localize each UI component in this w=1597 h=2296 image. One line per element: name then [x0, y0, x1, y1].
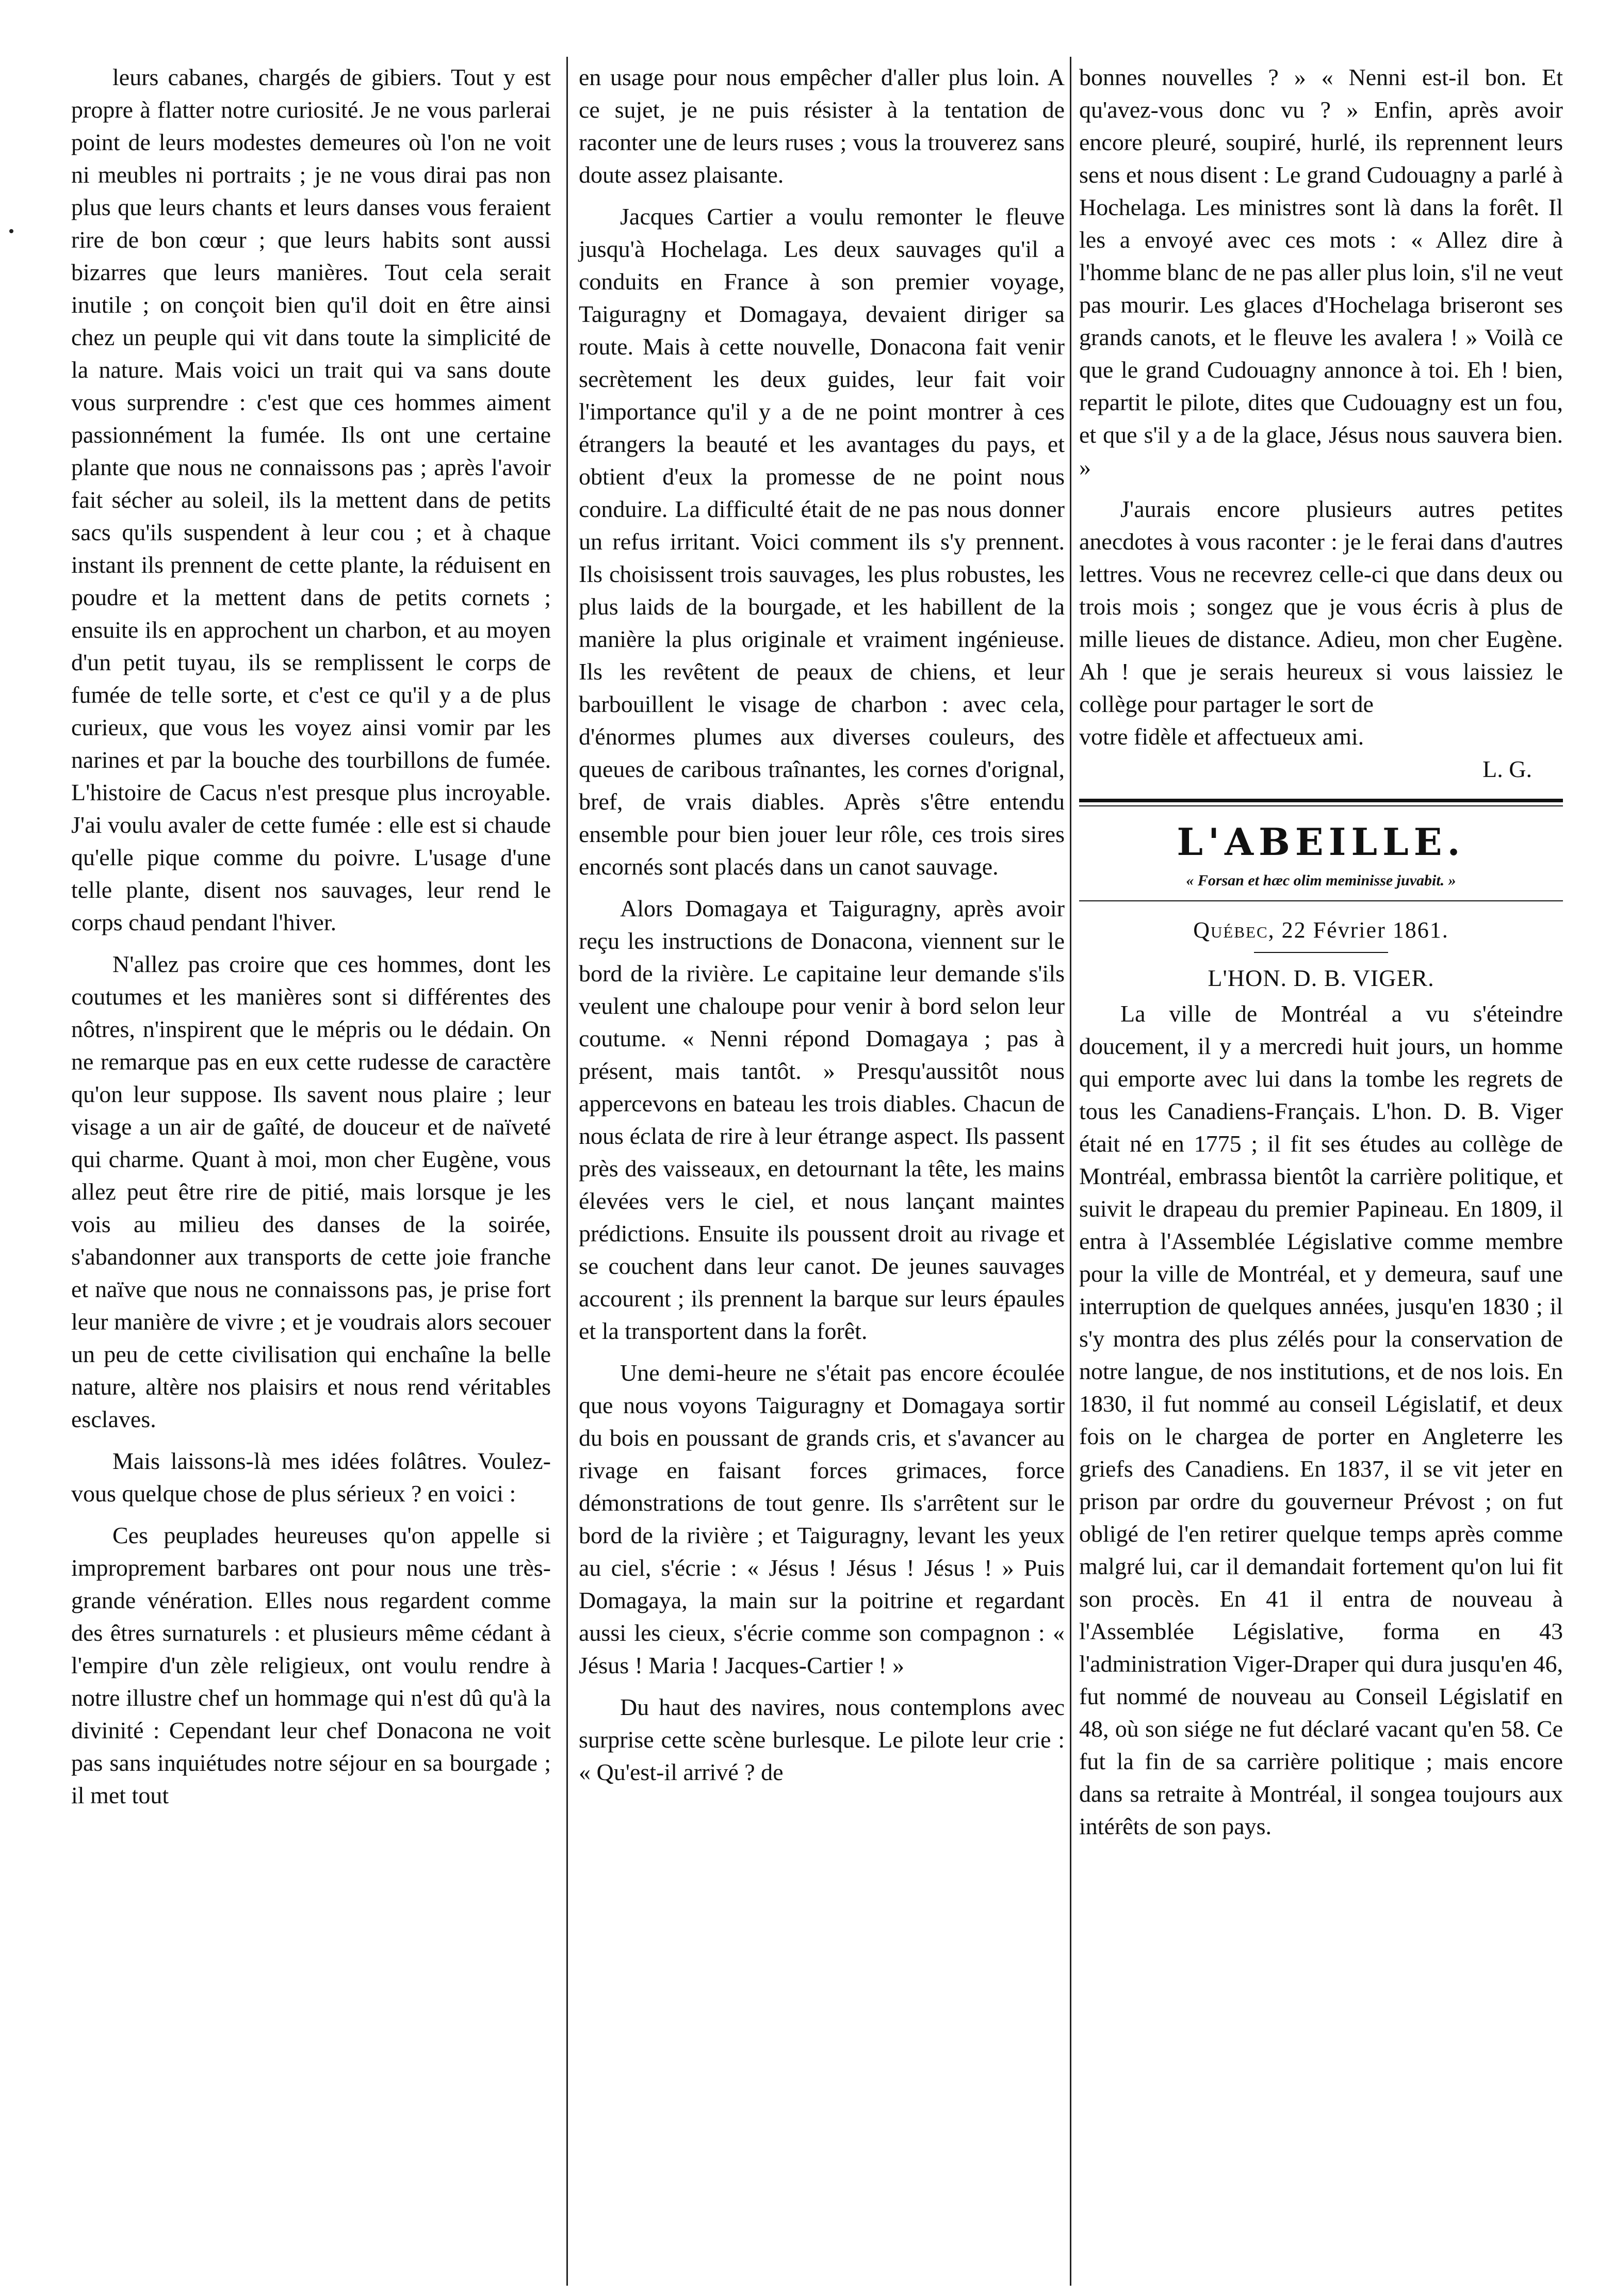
column-1: [71, 61, 551, 1812]
dateline-place: Québec,: [1193, 917, 1275, 943]
dateline: [1079, 915, 1563, 946]
column-2: [579, 61, 1065, 1788]
dateline-rule: [1254, 952, 1388, 953]
dateline-date: 22 Février 1861.: [1281, 917, 1449, 943]
col1-paragraph-4: Ces peuplades heureuses qu'on appelle si improprement barbares ont pour nous une très-grande vénération. Elles nous regardent comme des êtres surnaturels : et plusieurs même cédant à l'empire d'un zèle religieux, ont voulu rendre à notre illustre chef un hommage qui n'est dû qu'à la divinité : Cependant leur chef Donacona ne voit pas sans inquiétudes notre séjour en sa bourgade ; il met tout: [71, 1522, 551, 1808]
masthead-rule-thin: [1079, 805, 1563, 806]
column-3: [1079, 61, 1563, 1842]
article-title: L'HON. D. B. VIGER.: [1208, 965, 1435, 991]
letter-closing: votre fidèle et affectueux ami.: [1079, 723, 1364, 750]
col3-paragraph-2: J'aurais encore plusieurs autres petites anecdotes à vous raconter : je le ferai dans d'autres lettres. Vous ne recevrez celle-ci que dans deux ou trois mois ; songez que je vous écris à plus de mille lieues de distance. Adieu, mon cher Eugène. Ah ! que je serais heureux si vous laissiez le collège pour partager le sort de: [1079, 496, 1563, 717]
column-rule-left: [566, 57, 568, 2286]
col3-paragraph-1: bonnes nouvelles ? » « Nenni est-il bon. Et qu'avez-vous donc vu ? » Enfin, après avoir encore pleuré, soupiré, hurlé, ils reprennent leurs sens et nous disent : Le grand Cudouagny a parlé à Hochelaga. Les ministres sont là dans la forêt. Il les a envoyé avec ces mots : « Allez dire à l'homme blanc de ne pas aller plus loin, s'il ne veut pas mourir. Les glaces d'Hochelaga briseront ses grands canots, et le fleuve les avalera ! » Voilà ce que le grand Cudouagny annonce à toi. Eh ! bien, repartit le pilote, dites que Cudouagny est un fou, et que s'il y a de la glace, Jésus nous sauvera bien. »: [1079, 64, 1563, 480]
col1-paragraph-2: N'allez pas croire que ces hommes, dont les coutumes et les manières sont si différentes des nôtres, n'inspirent que le mépris ou le dédain. On ne remarque pas en eux cette rudesse de caractère qu'on leur suppose. Ils savent nous plaire ; leur visage a un air de gaîté, de douceur et de naïveté qui charme. Quant à moi, mon cher Eugène, vous allez peut être rire de pitié, mais lorsque je les vois au milieu des danses de la soirée, s'abandonner aux transports de cette joie franche et naïve que nous ne connaissons pas, je prise fort leur manière de vivre ; et je voudrais alors secouer un peu de cette civilisation qui enchaîne la belle nature, altère nos plaisirs et nous rend véritables esclaves.: [71, 951, 551, 1432]
article-body: La ville de Montréal a vu s'éteindre doucement, il y a mercredi huit jours, un homme qui emporte avec lui dans la tombe les regrets de tous les Canadiens-Français. L'hon. D. B. Viger était né en 1775 ; il fit ses études au collège de Montréal, embrassa bientôt la carrière politique, et suivit le drapeau du premier Papineau. En 1809, il entra à l'Assemblée Législative comme membre pour la ville de Montréal, et y demeura, sauf une interruption de quelques années, jusqu'en 1830 ; il s'y montra des plus zélés pour la conservation de notre langue, de nos institutions, et de nos lois. En 1830, il fut nommé au conseil Législatif, et deux fois on le chargea de porter en Angleterre les griefs des Canadiens. En 1837, il se vit jeter en prison par ordre du gouverneur Prévost ; on fut obligé de l'en retirer quelque temps après comme malgré lui, car il demandait fortement qu'on lui fit son procès. En 41 il entra de nouveau à l'Assemblée Législative, forma en 43 l'administration Viger-Draper qui dura jusqu'en 46, fut nommé de nouveau au Conseil Législatif en 48, où son siége ne fut déclaré vacant qu'en 58. Ce fut la fin de sa carrière politique ; mais encore dans sa retraite à Montréal, il songea toujours aux intérêts de son pays.: [1079, 1000, 1563, 1839]
col2-paragraph-1: en usage pour nous empêcher d'aller plus loin. A ce sujet, je ne puis résister à la tentation de raconter une de leurs ruses ; vous la trouverez sans doute assez plaisante.: [579, 64, 1065, 188]
col1-paragraph-1: leurs cabanes, chargés de gibiers. Tout y est propre à flatter notre curiosité. Je ne vous parlerai point de leurs modestes demeures où l'on ne voit ni meubles ni portraits ; je ne vous dirai pas non plus que leurs chants et leurs danses vous feraient rire de bon cœur ; que leurs habits sont aussi bizarres que leurs manières. Tout cela serait inutile ; on conçoit bien qu'il doit en être ainsi chez un peuple qui vit dans toute la simplicité de la nature. Mais voici un trait qui va sans doute vous surprendre : c'est que ces hommes aiment passionnément la fumée. Ils ont une certaine plante que nous ne connaissons pas ; après l'avoir fait sécher au soleil, ils la mettent dans de petits sacs qu'ils suspendent à leur cou ; et à chaque instant ils prennent de cette plante, la réduisent en poudre et la mettent dans de petits cornets ; ensuite ils en approchent un charbon, et au moyen d'un petit tuyau, ils se remplissent le corps de fumée de telle sorte, et c'est ce qu'il y a de plus curieux, que vous les voyez ainsi vomir par les narines et par la bouche des tourbillons de fumée. L'histoire de Cacus n'est presque plus incroyable. J'ai voulu avaler de cette fumée : elle est si chaude qu'elle pique comme du poivre. L'usage d'une telle plante, disent nos sauvages, leur rend le corps chaud pendant l'hiver.: [71, 64, 551, 935]
letter-signature: L. G.: [1482, 756, 1532, 782]
masthead-title: L'ABEILLE.: [1177, 820, 1465, 864]
masthead-rule-top: [1079, 799, 1563, 802]
col1-paragraph-3: Mais laissons-là mes idées folâtres. Voulez-vous quelque chose de plus sérieux ? en voici :: [71, 1448, 551, 1507]
col2-paragraph-5: Du haut des navires, nous contemplons avec surprise cette scène burlesque. Le pilote leur crie : « Qu'est-il arrivé ? de: [579, 1694, 1065, 1785]
ink-speck: [9, 229, 13, 233]
col2-paragraph-3: Alors Domagaya et Taiguragny, après avoir reçu les instructions de Donacona, viennent sur le bord de la rivière. Le capitaine leur demande s'ils veulent une chaloupe pour venir à bord selon leur coutume. « Nenni répond Domagaya ; pas à présent, mais tantôt. » Presqu'aussitôt nous appercevons en bateau les trois diables. Chacun de nous éclata de rire à leur étrange aspect. Ils passent près des vaisseaux, en detournant la tête, les mains élevées vers le ciel, et nous lançant maintes prédictions. Ensuite ils poussent droit au rivage et se couchent dans leur canot. De jeunes sauvages accourent ; ils prennent la barque sur leurs épaules et la transportent dans la forêt.: [579, 895, 1065, 1344]
col2-paragraph-4: Une demi-heure ne s'était pas encore écoulée que nous voyons Taiguragny et Domagaya sortir du bois en poussant de grands cris, et s'avancer au rivage en faisant forces grimaces, force démonstrations de tout genre. Ils s'arrêtent sur le bord de la rivière ; et Taiguragny, levant les yeux au ciel, s'écrie : « Jésus ! Jésus ! Jésus ! » Puis Domagaya, la main sur la poitrine et regardant aussi les cieux, s'écrie comme son compagnon : « Jésus ! Maria ! Jacques-Cartier ! »: [579, 1360, 1065, 1678]
column-rule-right: [1070, 57, 1071, 2286]
masthead-motto: « Forsan et hæc olim meminisse juvabit. »: [1186, 872, 1456, 889]
col2-paragraph-2: Jacques Cartier a voulu remonter le fleuve jusqu'à Hochelaga. Les deux sauvages qu'il a conduits en France à son premier voyage, Taiguragny et Domagaya, devaient diriger sa route. Mais à cette nouvelle, Donacona fait venir secrètement les deux guides, leur fait voir l'importance qu'il y a de ne point montrer à ces étrangers la beauté et les avantages du pays, et obtient d'eux la promesse de ne point nous conduire. La difficulté était de ne pas nous donner un refus irritant. Voici comment ils s'y prennent. Ils choisissent trois sauvages, les plus robustes, les plus laids de la bourgade, et les habillent de la manière la plus originale et vraiment ingénieuse. Ils les revêtent de peaux de chiens, et leur barbouillent le visage de charbon : avec cela, d'énormes plumes aux diverses couleurs, des queues de caribous traînantes, les cornes d'orignal, bref, de vrais diables. Après s'être entendu ensemble pour bien jouer leur rôle, ces trois sires encornés sont placés dans un canot sauvage.: [579, 203, 1065, 880]
masthead-rule-bottom: [1079, 900, 1563, 901]
